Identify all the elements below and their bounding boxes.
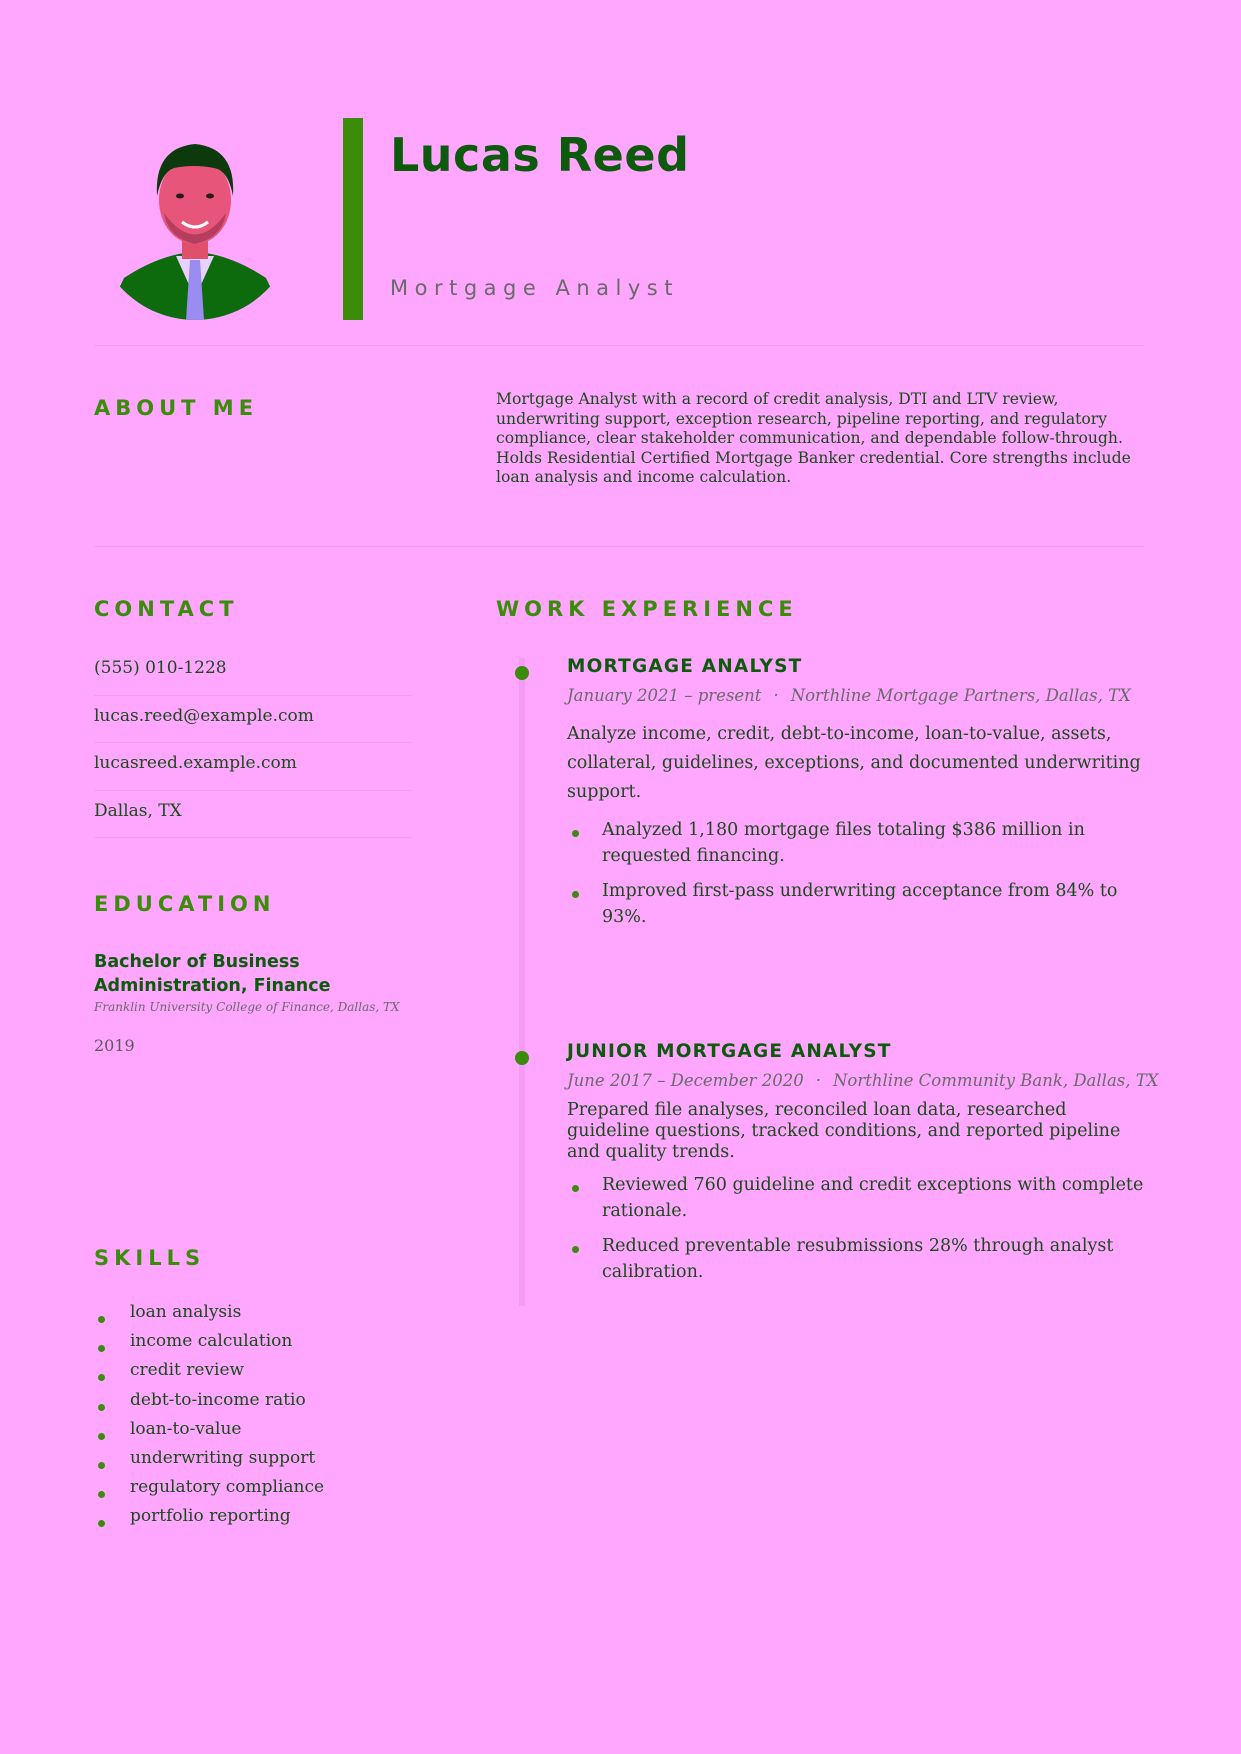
list-item: portfolio reporting [94, 1506, 324, 1535]
contact-website[interactable]: lucasreed.example.com [94, 743, 412, 791]
list-item: Analyzed 1,180 mortgage files totaling $386 million in requested financing. [567, 817, 1147, 869]
list-item: regulatory compliance [94, 1477, 324, 1506]
list-item: credit review [94, 1360, 324, 1389]
education-heading: EDUCATION [94, 892, 276, 916]
list-item: income calculation [94, 1331, 324, 1360]
job-dates: January 2021 – present [567, 686, 762, 705]
list-item: loan analysis [94, 1302, 324, 1331]
about-text: Mortgage Analyst with a record of credit analysis, DTI and LTV review, underwriting support, exception research, pipeline reporting, and regulatory compliance, clear stakeholder communication, and dependable follow-through. Holds Residential Certified Mortgage Banker credential. Core strengths include loan analysis and income calculation. [496, 390, 1131, 486]
timeline-dot-icon [515, 666, 529, 680]
bullet-icon [572, 891, 579, 898]
job-title: MORTGAGE ANALYST [567, 656, 803, 677]
bullet-icon [98, 1404, 105, 1411]
bullet-icon [572, 1246, 579, 1253]
contact-list [94, 648, 412, 838]
bullet-icon [98, 1462, 105, 1469]
candidate-name: Lucas Reed [390, 128, 690, 182]
bullet-icon [572, 830, 579, 837]
divider [94, 546, 1144, 547]
job-description: Prepared file analyses, reconciled loan data, researched guideline questions, tracked conditions, and reported pipeline and quality trends. [567, 1100, 1121, 1162]
skills-list [94, 1302, 324, 1536]
job-dates: June 2017 – December 2020 [567, 1071, 804, 1090]
job-description: Analyze income, credit, debt-to-income, loan-to-value, assets, collateral, guidelines, exceptions, and documented underwriting support. [567, 724, 1141, 802]
bullet-icon [98, 1345, 105, 1352]
contact-phone[interactable]: (555) 010-1228 [94, 648, 412, 696]
headshot-image [94, 118, 296, 320]
contact-location: Dallas, TX [94, 791, 412, 839]
list-item: underwriting support [94, 1448, 324, 1477]
meta-separator: · [773, 686, 779, 705]
name-accent-bar [343, 118, 363, 320]
bullet-icon [98, 1520, 105, 1527]
timeline-line [519, 658, 525, 1306]
job-bullets [567, 817, 1147, 930]
divider [94, 345, 1144, 346]
list-item: Reviewed 760 guideline and credit exceptions with complete rationale. [567, 1172, 1147, 1224]
education-school: Franklin University College of Finance, Dallas, TX [94, 1000, 400, 1014]
list-item: debt-to-income ratio [94, 1390, 324, 1419]
education-year: 2019 [94, 1036, 135, 1055]
meta-separator: · [815, 1071, 821, 1090]
timeline-dot-icon [515, 1051, 529, 1065]
bullet-icon [572, 1185, 579, 1192]
education-degree: Bachelor of Business Administration, Finance [94, 952, 331, 996]
skills-heading: SKILLS [94, 1246, 206, 1270]
bullet-icon [98, 1491, 105, 1498]
experience-heading: WORK EXPERIENCE [496, 597, 798, 621]
bullet-icon [98, 1374, 105, 1381]
list-item: loan-to-value [94, 1419, 324, 1448]
job-meta [567, 1071, 1159, 1090]
job-meta [567, 686, 1131, 705]
about-heading: ABOUT ME [94, 396, 259, 420]
job-title: JUNIOR MORTGAGE ANALYST [567, 1041, 892, 1062]
job-company: Northline Community Bank, Dallas, TX [832, 1071, 1159, 1090]
list-item: Improved first-pass underwriting acceptance from 84% to 93%. [567, 878, 1147, 930]
job-company: Northline Mortgage Partners, Dallas, TX [790, 686, 1131, 705]
profile-photo [94, 118, 296, 320]
bullet-icon [98, 1316, 105, 1323]
job-bullets [567, 1172, 1147, 1285]
candidate-title: Mortgage Analyst [390, 276, 679, 300]
list-item: Reduced preventable resubmissions 28% through analyst calibration. [567, 1233, 1147, 1285]
contact-heading: CONTACT [94, 597, 239, 621]
contact-email[interactable]: lucas.reed@example.com [94, 696, 412, 744]
bullet-icon [98, 1433, 105, 1440]
